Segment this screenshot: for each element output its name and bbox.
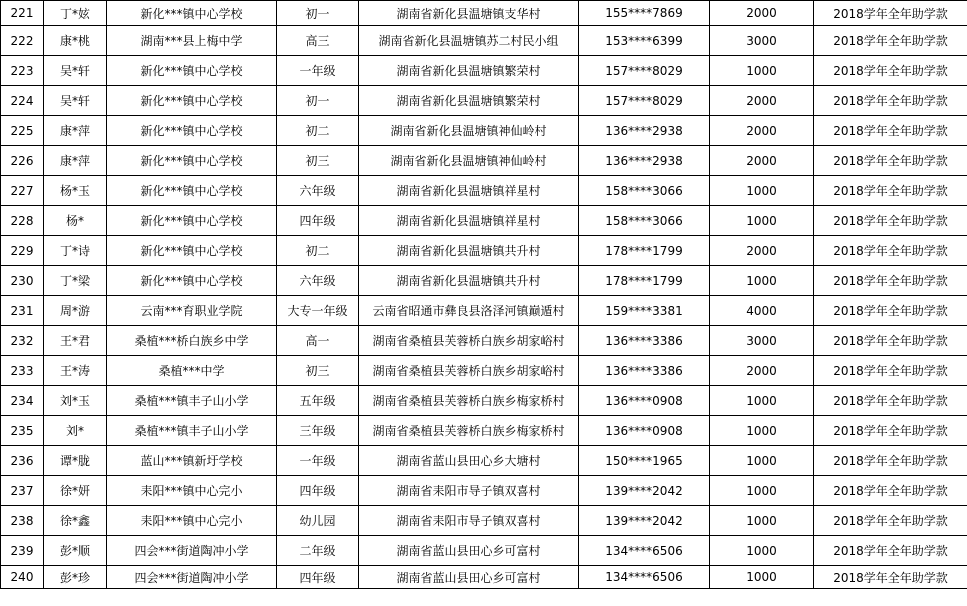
row-number-cell: 225 bbox=[1, 116, 44, 146]
phone-number-cell: 134****6506 bbox=[579, 566, 710, 589]
aid-note-cell: 2018学年全年助学款 bbox=[814, 206, 967, 236]
row-number-cell: 230 bbox=[1, 266, 44, 296]
grade-cell: 高三 bbox=[277, 26, 359, 56]
row-number-cell: 234 bbox=[1, 386, 44, 416]
phone-number-cell: 150****1965 bbox=[579, 446, 710, 476]
table-row bbox=[1, 356, 967, 386]
phone-number-cell: 158****3066 bbox=[579, 206, 710, 236]
aid-amount-cell: 2000 bbox=[710, 146, 814, 176]
student-name-cell: 周*游 bbox=[44, 296, 107, 326]
aid-note-cell: 2018学年全年助学款 bbox=[814, 1, 967, 26]
student-name-cell: 杨*玉 bbox=[44, 176, 107, 206]
home-address-cell: 湖南省新化县温塘镇支华村 bbox=[359, 1, 579, 26]
home-address-cell: 湖南省蓝山县田心乡大塘村 bbox=[359, 446, 579, 476]
student-name-cell: 徐*鑫 bbox=[44, 506, 107, 536]
row-number-cell: 240 bbox=[1, 566, 44, 589]
school-name-cell: 新化***镇中心学校 bbox=[107, 116, 277, 146]
aid-note-cell: 2018学年全年助学款 bbox=[814, 146, 967, 176]
student-name-cell: 王*涛 bbox=[44, 356, 107, 386]
table-row bbox=[1, 416, 967, 446]
aid-note-cell: 2018学年全年助学款 bbox=[814, 506, 967, 536]
table-row bbox=[1, 296, 967, 326]
aid-amount-cell: 1000 bbox=[710, 176, 814, 206]
student-name-cell: 吴*轩 bbox=[44, 56, 107, 86]
row-number-cell: 228 bbox=[1, 206, 44, 236]
school-name-cell: 新化***镇中心学校 bbox=[107, 206, 277, 236]
table-row bbox=[1, 386, 967, 416]
row-number-cell: 233 bbox=[1, 356, 44, 386]
table-row bbox=[1, 266, 967, 296]
home-address-cell: 湖南省桑植县芙蓉桥白族乡梅家桥村 bbox=[359, 416, 579, 446]
table-row bbox=[1, 236, 967, 266]
aid-note-cell: 2018学年全年助学款 bbox=[814, 116, 967, 146]
student-name-cell: 徐*妍 bbox=[44, 476, 107, 506]
aid-note-cell: 2018学年全年助学款 bbox=[814, 176, 967, 206]
aid-note-cell: 2018学年全年助学款 bbox=[814, 56, 967, 86]
school-name-cell: 耒阳***镇中心完小 bbox=[107, 476, 277, 506]
row-number-cell: 222 bbox=[1, 26, 44, 56]
aid-note-cell: 2018学年全年助学款 bbox=[814, 536, 967, 566]
school-name-cell: 四会***街道陶冲小学 bbox=[107, 566, 277, 589]
student-name-cell: 丁*诗 bbox=[44, 236, 107, 266]
grade-cell: 大专一年级 bbox=[277, 296, 359, 326]
grade-cell: 四年级 bbox=[277, 566, 359, 589]
school-name-cell: 湖南***县上梅中学 bbox=[107, 26, 277, 56]
student-name-cell: 吴*轩 bbox=[44, 86, 107, 116]
grade-cell: 初三 bbox=[277, 356, 359, 386]
grade-cell: 初一 bbox=[277, 86, 359, 116]
row-number-cell: 237 bbox=[1, 476, 44, 506]
student-name-cell: 刘* bbox=[44, 416, 107, 446]
aid-note-cell: 2018学年全年助学款 bbox=[814, 86, 967, 116]
aid-note-cell: 2018学年全年助学款 bbox=[814, 386, 967, 416]
grade-cell: 三年级 bbox=[277, 416, 359, 446]
table-row bbox=[1, 176, 967, 206]
grade-cell: 一年级 bbox=[277, 56, 359, 86]
row-number-cell: 221 bbox=[1, 1, 44, 26]
home-address-cell: 湖南省新化县温塘镇祥星村 bbox=[359, 206, 579, 236]
aid-amount-cell: 3000 bbox=[710, 326, 814, 356]
aid-note-cell: 2018学年全年助学款 bbox=[814, 356, 967, 386]
student-name-cell: 谭*胧 bbox=[44, 446, 107, 476]
grade-cell: 四年级 bbox=[277, 476, 359, 506]
table-row bbox=[1, 326, 967, 356]
home-address-cell: 湖南省桑植县芙蓉桥白族乡胡家峪村 bbox=[359, 356, 579, 386]
phone-number-cell: 139****2042 bbox=[579, 476, 710, 506]
aid-amount-cell: 2000 bbox=[710, 236, 814, 266]
table-row bbox=[1, 86, 967, 116]
student-name-cell: 康*萍 bbox=[44, 146, 107, 176]
phone-number-cell: 136****0908 bbox=[579, 386, 710, 416]
grade-cell: 初二 bbox=[277, 116, 359, 146]
grade-cell: 六年级 bbox=[277, 176, 359, 206]
student-name-cell: 彭*珍 bbox=[44, 566, 107, 589]
grade-cell: 幼儿园 bbox=[277, 506, 359, 536]
aid-amount-cell: 1000 bbox=[710, 536, 814, 566]
aid-amount-cell: 2000 bbox=[710, 356, 814, 386]
table-row bbox=[1, 1, 967, 26]
home-address-cell: 湖南省新化县温塘镇繁荣村 bbox=[359, 86, 579, 116]
aid-amount-cell: 1000 bbox=[710, 266, 814, 296]
student-name-cell: 康*桃 bbox=[44, 26, 107, 56]
phone-number-cell: 136****2938 bbox=[579, 146, 710, 176]
home-address-cell: 湖南省耒阳市导子镇双喜村 bbox=[359, 476, 579, 506]
phone-number-cell: 157****8029 bbox=[579, 86, 710, 116]
home-address-cell: 湖南省耒阳市导子镇双喜村 bbox=[359, 506, 579, 536]
aid-amount-cell: 1000 bbox=[710, 416, 814, 446]
phone-number-cell: 136****3386 bbox=[579, 356, 710, 386]
school-name-cell: 四会***街道陶冲小学 bbox=[107, 536, 277, 566]
phone-number-cell: 136****0908 bbox=[579, 416, 710, 446]
aid-amount-cell: 1000 bbox=[710, 476, 814, 506]
home-address-cell: 湖南省桑植县芙蓉桥白族乡胡家峪村 bbox=[359, 326, 579, 356]
home-address-cell: 湖南省新化县温塘镇繁荣村 bbox=[359, 56, 579, 86]
student-name-cell: 杨* bbox=[44, 206, 107, 236]
school-name-cell: 云南***育职业学院 bbox=[107, 296, 277, 326]
aid-note-cell: 2018学年全年助学款 bbox=[814, 416, 967, 446]
table-row bbox=[1, 56, 967, 86]
row-number-cell: 238 bbox=[1, 506, 44, 536]
aid-note-cell: 2018学年全年助学款 bbox=[814, 296, 967, 326]
school-name-cell: 桑植***桥白族乡中学 bbox=[107, 326, 277, 356]
home-address-cell: 湖南省新化县温塘镇祥星村 bbox=[359, 176, 579, 206]
table-row bbox=[1, 446, 967, 476]
home-address-cell: 湖南省新化县温塘镇苏二村民小组 bbox=[359, 26, 579, 56]
aid-amount-cell: 4000 bbox=[710, 296, 814, 326]
phone-number-cell: 178****1799 bbox=[579, 236, 710, 266]
home-address-cell: 湖南省蓝山县田心乡可富村 bbox=[359, 566, 579, 589]
student-name-cell: 彭*顺 bbox=[44, 536, 107, 566]
school-name-cell: 桑植***镇丰子山小学 bbox=[107, 386, 277, 416]
school-name-cell: 耒阳***镇中心完小 bbox=[107, 506, 277, 536]
grade-cell: 二年级 bbox=[277, 536, 359, 566]
home-address-cell: 湖南省新化县温塘镇神仙岭村 bbox=[359, 116, 579, 146]
school-name-cell: 新化***镇中心学校 bbox=[107, 266, 277, 296]
phone-number-cell: 153****6399 bbox=[579, 26, 710, 56]
table-row bbox=[1, 506, 967, 536]
phone-number-cell: 159****3381 bbox=[579, 296, 710, 326]
row-number-cell: 231 bbox=[1, 296, 44, 326]
row-number-cell: 235 bbox=[1, 416, 44, 446]
phone-number-cell: 139****2042 bbox=[579, 506, 710, 536]
grade-cell: 一年级 bbox=[277, 446, 359, 476]
grade-cell: 初三 bbox=[277, 146, 359, 176]
home-address-cell: 湖南省新化县温塘镇共升村 bbox=[359, 236, 579, 266]
table-row bbox=[1, 26, 967, 56]
school-name-cell: 新化***镇中心学校 bbox=[107, 86, 277, 116]
table-row bbox=[1, 566, 967, 589]
row-number-cell: 224 bbox=[1, 86, 44, 116]
school-name-cell: 桑植***中学 bbox=[107, 356, 277, 386]
table-row bbox=[1, 536, 967, 566]
aid-amount-cell: 1000 bbox=[710, 446, 814, 476]
phone-number-cell: 178****1799 bbox=[579, 266, 710, 296]
aid-amount-cell: 1000 bbox=[710, 56, 814, 86]
table-row bbox=[1, 146, 967, 176]
grade-cell: 五年级 bbox=[277, 386, 359, 416]
phone-number-cell: 158****3066 bbox=[579, 176, 710, 206]
student-name-cell: 丁*梁 bbox=[44, 266, 107, 296]
student-name-cell: 丁*妶 bbox=[44, 1, 107, 26]
phone-number-cell: 136****3386 bbox=[579, 326, 710, 356]
school-name-cell: 新化***镇中心学校 bbox=[107, 176, 277, 206]
aid-note-cell: 2018学年全年助学款 bbox=[814, 26, 967, 56]
row-number-cell: 226 bbox=[1, 146, 44, 176]
table-row bbox=[1, 116, 967, 146]
grade-cell: 初一 bbox=[277, 1, 359, 26]
aid-note-cell: 2018学年全年助学款 bbox=[814, 326, 967, 356]
aid-note-cell: 2018学年全年助学款 bbox=[814, 266, 967, 296]
aid-amount-cell: 2000 bbox=[710, 86, 814, 116]
grade-cell: 初二 bbox=[277, 236, 359, 266]
phone-number-cell: 157****8029 bbox=[579, 56, 710, 86]
aid-amount-cell: 1000 bbox=[710, 566, 814, 589]
phone-number-cell: 155****7869 bbox=[579, 1, 710, 26]
aid-amount-cell: 1000 bbox=[710, 206, 814, 236]
table-row bbox=[1, 476, 967, 506]
phone-number-cell: 136****2938 bbox=[579, 116, 710, 146]
school-name-cell: 蓝山***镇新圩学校 bbox=[107, 446, 277, 476]
aid-amount-cell: 2000 bbox=[710, 116, 814, 146]
aid-note-cell: 2018学年全年助学款 bbox=[814, 446, 967, 476]
student-name-cell: 刘*玉 bbox=[44, 386, 107, 416]
aid-amount-cell: 1000 bbox=[710, 506, 814, 536]
home-address-cell: 湖南省新化县温塘镇神仙岭村 bbox=[359, 146, 579, 176]
school-name-cell: 新化***镇中心学校 bbox=[107, 1, 277, 26]
row-number-cell: 223 bbox=[1, 56, 44, 86]
school-name-cell: 新化***镇中心学校 bbox=[107, 236, 277, 266]
aid-amount-cell: 1000 bbox=[710, 386, 814, 416]
grade-cell: 高一 bbox=[277, 326, 359, 356]
aid-note-cell: 2018学年全年助学款 bbox=[814, 236, 967, 266]
phone-number-cell: 134****6506 bbox=[579, 536, 710, 566]
home-address-cell: 湖南省新化县温塘镇共升村 bbox=[359, 266, 579, 296]
student-name-cell: 康*萍 bbox=[44, 116, 107, 146]
student-name-cell: 王*君 bbox=[44, 326, 107, 356]
row-number-cell: 232 bbox=[1, 326, 44, 356]
row-number-cell: 229 bbox=[1, 236, 44, 266]
table-row bbox=[1, 206, 967, 236]
home-address-cell: 湖南省桑植县芙蓉桥白族乡梅家桥村 bbox=[359, 386, 579, 416]
school-name-cell: 新化***镇中心学校 bbox=[107, 56, 277, 86]
aid-amount-cell: 2000 bbox=[710, 1, 814, 26]
school-name-cell: 桑植***镇丰子山小学 bbox=[107, 416, 277, 446]
grade-cell: 六年级 bbox=[277, 266, 359, 296]
home-address-cell: 湖南省蓝山县田心乡可富村 bbox=[359, 536, 579, 566]
aid-amount-cell: 3000 bbox=[710, 26, 814, 56]
school-name-cell: 新化***镇中心学校 bbox=[107, 146, 277, 176]
aid-note-cell: 2018学年全年助学款 bbox=[814, 476, 967, 506]
aid-note-cell: 2018学年全年助学款 bbox=[814, 566, 967, 589]
grade-cell: 四年级 bbox=[277, 206, 359, 236]
row-number-cell: 239 bbox=[1, 536, 44, 566]
home-address-cell: 云南省昭通市彝良县洛泽河镇巅遁村 bbox=[359, 296, 579, 326]
row-number-cell: 227 bbox=[1, 176, 44, 206]
row-number-cell: 236 bbox=[1, 446, 44, 476]
